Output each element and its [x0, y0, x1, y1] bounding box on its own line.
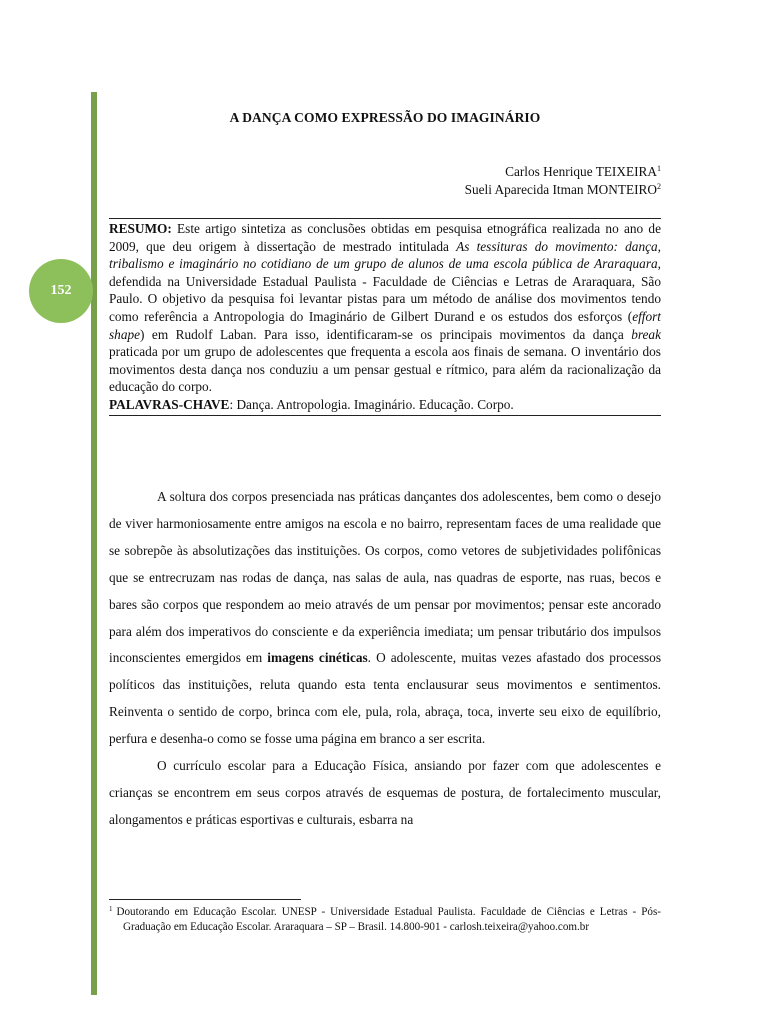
author-1-note: 1: [657, 164, 661, 173]
keywords-line: [109, 396, 661, 414]
abstract-text-1: Este artigo sintetiza as conclusões obtidas em pesquisa etnográfica realizada no ano de 2009, que deu origem à dissertação de mestrado intitulada: [109, 221, 661, 254]
article-title: A DANÇA COMO EXPRESSÃO DO IMAGINÁRIO: [229, 110, 541, 125]
body-p1-bold-term: imagens cinéticas: [267, 650, 368, 666]
body-text: [109, 484, 661, 834]
author-2-note: 2: [657, 182, 661, 191]
author-2: [109, 181, 661, 199]
page-number: 152: [50, 283, 72, 298]
body-paragraph-2: O currículo escolar para a Educação Física, ansiando por fazer com que adolescentes e crianças se encontrem em seus corpos através de esquemas de postura, de fortalecimento muscular, alongamentos e práticas esportivas e culturais, esbarra na: [109, 758, 661, 827]
body-p1-text-b: . O adolescente, muitas vezes afastado dos processos políticos das instituições, reluta quando esta tenta enclausurar seus movimentos e sentimentos. Reinventa o sentido de corpo, brinca com ele, pula, rola, abraça, toca, inverte seu eixo de equilíbrio, perfura e desenha-o como se fosse uma página em branco a ser escrita.: [109, 650, 662, 747]
authors-block: [109, 163, 661, 199]
abstract-box: [109, 218, 661, 416]
footnote-divider: [109, 899, 301, 900]
author-2-name: Sueli Aparecida Itman MONTEIRO: [464, 182, 657, 197]
keywords-label: PALAVRAS-CHAVE: [109, 396, 230, 412]
abstract-paragraph: [109, 220, 661, 396]
abstract-text-3: ) em Rudolf Laban. Para isso, identificaram-se os principais movimentos da dança: [140, 326, 632, 342]
body-p1-text-a: A soltura dos corpos presenciada nas práticas dançantes dos adolescentes, bem como o desejo de viver harmoniosamente entre amigos na escola e no bairro, representam faces de uma realidade que se sobrepõe às absolutizações das instituições. Os corpos, como vetores de subjetividades polifônicas que se entrecruzam nas rodas de dança, nas salas de aula, nas quadras de esporte, nas ruas, becos e bares são corpos que respondem ao meio através de um pensar por movimentos; pensar este ancorado para além dos imperativos do consciente e da experiência imediata; um pensar tributário dos impulsos inconscientes emergidos em: [109, 489, 661, 666]
side-accent-bar: [91, 92, 97, 995]
abstract-effort-shape: effort shape: [109, 308, 661, 342]
page-number-badge: [29, 259, 93, 323]
author-1: [109, 163, 661, 181]
abstract-dissertation-title: As tessituras do movimento: dança, tribalismo e imaginário no cotidiano de um grupo de alunos de uma escola pública de Araraquara: [109, 238, 661, 272]
abstract-label: RESUMO:: [109, 221, 172, 236]
abstract-text-4: praticada por um grupo de adolescentes que frequenta a escola aos finais de semana. O inventário dos movimentos desta dança nos conduziu a um pensar gestual e rítmico, para além da racionalização da educação do corpo.: [109, 344, 661, 395]
keywords-text: : Dança. Antropologia. Imaginário. Educação. Corpo.: [229, 396, 514, 412]
author-1-name: Carlos Henrique TEIXEIRA: [505, 164, 657, 179]
footnote-text: Doutorando em Educação Escolar. UNESP - Universidade Estadual Paulista. Faculdade de Ciências e Letras - Pós-Graduação em Educação Escolar. Araraquara – SP – Brasil. 14.800-901 - carlosh.teixeira@yahoo.com.br: [116, 906, 661, 933]
footnote-1: [109, 905, 661, 934]
abstract-break: break: [631, 326, 661, 342]
abstract-text-2: , defendida na Universidade Estadual Paulista - Faculdade de Ciências e Letras de Araraquara, São Paulo. O objetivo da pesquisa foi levantar pistas para um método de análise dos movimentos tendo como referência a Antropologia do Imaginário de Gilbert Durand e os estudos dos esforços (: [109, 256, 661, 324]
footnote-number: 1: [109, 905, 113, 913]
body-paragraph-1: [109, 484, 661, 753]
